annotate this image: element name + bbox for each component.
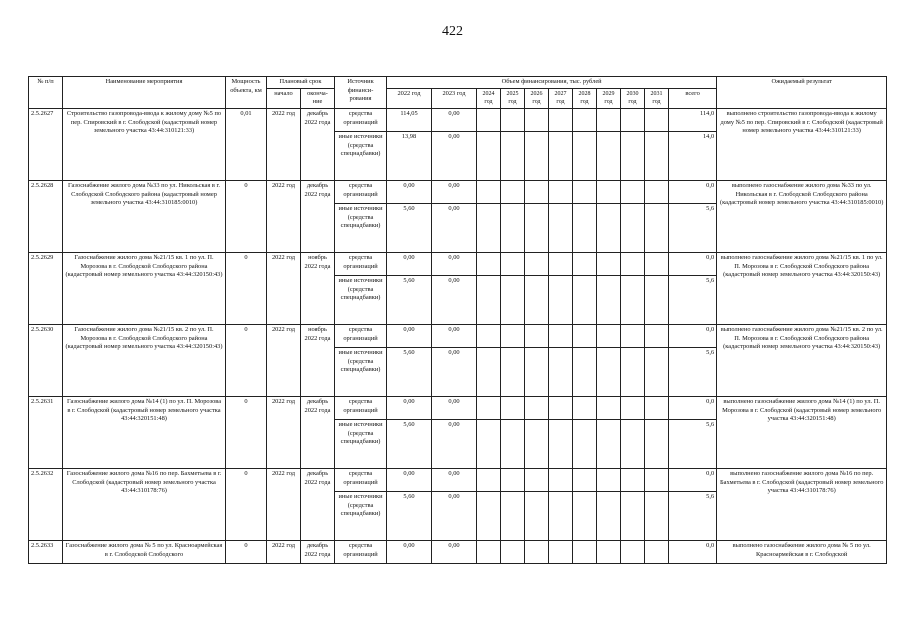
row-name: Газоснабжение жилого дома №21/15 кв. 2 по ул. П. Морозова в г. Слободской Слободского района (кадастровый номер земельного участка 43:44:320150:43)	[63, 324, 226, 396]
row-name: Строительство газопровода-ввода к жилому дому №5 по пер. Спировский в г. Слободской (кадастровый номер земельного участка 43:44:310121:33)	[63, 108, 226, 180]
row-source-orgs: средства организаций	[335, 180, 387, 203]
header-plan-term: Плановый срок	[267, 77, 335, 89]
cell-2023: 0,00	[432, 275, 477, 324]
row-result: выполнено газоснабжение жилого дома № 5 по ул. Красноармейская в г. Слободской	[717, 540, 887, 563]
cell-total: 0,0	[669, 468, 717, 491]
cell-total: 14,0	[669, 131, 717, 180]
cell-total: 0,0	[669, 180, 717, 203]
cell-2023: 0,00	[432, 347, 477, 396]
header-result: Ожидаемый результат	[717, 77, 887, 109]
table-row	[29, 396, 887, 419]
header-capacity: Мощность объекта, км	[226, 77, 267, 109]
row-source-other: иные источники (средства спецнадбавки)	[335, 491, 387, 540]
row-end: декабрь 2022 года	[301, 468, 335, 540]
header-year-2022: 2022 год	[387, 88, 432, 108]
row-source-other: иные источники (средства спецнадбавки)	[335, 347, 387, 396]
cell-2022: 5,60	[387, 419, 432, 468]
header-name: Наименование мероприятия	[63, 77, 226, 109]
table-row	[29, 108, 887, 131]
row-end: декабрь 2022 года	[301, 540, 335, 563]
header-year-2031: 2031 год	[645, 88, 669, 108]
header-year-2023: 2023 год	[432, 88, 477, 108]
cell-2023: 0,00	[432, 252, 477, 275]
cell-2022: 13,98	[387, 131, 432, 180]
row-num: 2.5.2629	[29, 252, 63, 324]
row-capacity: 0	[226, 468, 267, 540]
row-source-orgs: средства организаций	[335, 324, 387, 347]
row-end: ноябрь 2022 года	[301, 252, 335, 324]
cell-2023: 0,00	[432, 540, 477, 563]
row-capacity: 0	[226, 324, 267, 396]
cell-total: 0,0	[669, 396, 717, 419]
row-end: декабрь 2022 года	[301, 108, 335, 180]
row-start: 2022 год	[267, 324, 301, 396]
row-result: выполнено газоснабжение жилого дома №14 (1) по ул. П. Морозова в г. Слободской (кадастровый номер земельного участка 43:44:320151:48)	[717, 396, 887, 468]
cell-total: 0,0	[669, 540, 717, 563]
cell-2023: 0,00	[432, 131, 477, 180]
row-name: Газоснабжение жилого дома №16 по пер. Бахметьева в г. Слободской (кадастровый номер земельного участка 43:44:310178:76)	[63, 468, 226, 540]
header-start: начало	[267, 88, 301, 108]
row-result: выполнено газоснабжение жилого дома №21/15 кв. 2 по ул. П. Морозова в г. Слободской Слободского района (кадастровый номер земельного участка 43:44:320150:43)	[717, 324, 887, 396]
cell-2023: 0,00	[432, 180, 477, 203]
cell-2022: 0,00	[387, 396, 432, 419]
row-start: 2022 год	[267, 252, 301, 324]
row-source-orgs: средства организаций	[335, 468, 387, 491]
cell-total: 5,6	[669, 275, 717, 324]
row-name: Газоснабжение жилого дома №21/15 кв. 1 по ул. П. Морозова в г. Слободской Слободского района (кадастровый номер земельного участка 43:44:320150:43)	[63, 252, 226, 324]
header-year-2028: 2028 год	[573, 88, 597, 108]
cell-2023: 0,00	[432, 468, 477, 491]
row-end: декабрь 2022 года	[301, 396, 335, 468]
cell-2022: 5,60	[387, 275, 432, 324]
cell-2023: 0,00	[432, 491, 477, 540]
page-number: 422	[442, 24, 463, 39]
row-capacity: 0	[226, 396, 267, 468]
cell-2022: 0,00	[387, 180, 432, 203]
row-source-other: иные источники (средства спецнадбавки)	[335, 203, 387, 252]
cell-2023: 0,00	[432, 396, 477, 419]
row-result: выполнено строительство газопровода-ввода к жилому дому №5 по пер. Спировский в г. Слободской (кадастровый номер земельного участка 43:44:310121:33)	[717, 108, 887, 180]
header-year-2026: 2026 год	[525, 88, 549, 108]
row-num: 2.5.2632	[29, 468, 63, 540]
header-year-2029: 2029 год	[597, 88, 621, 108]
cell-total: 5,6	[669, 203, 717, 252]
row-start: 2022 год	[267, 180, 301, 252]
row-result: выполнено газоснабжение жилого дома №16 по пер. Бахметьева в г. Слободской (кадастровый номер земельного участка 43:44:310178:76)	[717, 468, 887, 540]
cell-2022: 0,00	[387, 324, 432, 347]
row-name: Газоснабжение жилого дома №33 по ул. Никольская в г. Слободской Слободского района (кадастровый номер земельного участка 43:44:310185:0010)	[63, 180, 226, 252]
cell-total: 5,6	[669, 347, 717, 396]
row-source-orgs: средства организаций	[335, 252, 387, 275]
cell-total: 114,0	[669, 108, 717, 131]
row-end: декабрь 2022 года	[301, 180, 335, 252]
cell-2022: 114,05	[387, 108, 432, 131]
table-row	[29, 180, 887, 203]
cell-2022: 0,00	[387, 540, 432, 563]
row-source-orgs: средства организаций	[335, 108, 387, 131]
table-row	[29, 252, 887, 275]
row-num: 2.5.2633	[29, 540, 63, 563]
table-row	[29, 468, 887, 491]
cell-2023: 0,00	[432, 203, 477, 252]
row-result: выполнено газоснабжение жилого дома №33 по ул. Никольская в г. Слободской Слободского района (кадастровый номер земельного участка 43:44:310185:0010)	[717, 180, 887, 252]
row-capacity: 0	[226, 540, 267, 563]
row-name: Газоснабжение жилого дома №14 (1) по ул. П. Морозова в г. Слободской (кадастровый номер земельного участка 43:44:320151:48)	[63, 396, 226, 468]
cell-2023: 0,00	[432, 108, 477, 131]
row-capacity: 0,01	[226, 108, 267, 180]
header-num: № п/п	[29, 77, 63, 109]
row-start: 2022 год	[267, 468, 301, 540]
header-end: оконча- ние	[301, 88, 335, 108]
cell-2022: 5,60	[387, 491, 432, 540]
cell-2023: 0,00	[432, 419, 477, 468]
header-year-2027: 2027 год	[549, 88, 573, 108]
cell-2022: 5,60	[387, 347, 432, 396]
row-source-orgs: средства организаций	[335, 396, 387, 419]
cell-total: 0,0	[669, 324, 717, 347]
header-funding: Объем финансирования, тыс. рублей	[387, 77, 717, 89]
header-total: всего	[669, 88, 717, 108]
header-year-2025: 2025 год	[501, 88, 525, 108]
row-num: 2.5.2631	[29, 396, 63, 468]
row-start: 2022 год	[267, 108, 301, 180]
row-num: 2.5.2630	[29, 324, 63, 396]
table-row	[29, 324, 887, 347]
row-end: ноябрь 2022 года	[301, 324, 335, 396]
row-num: 2.5.2628	[29, 180, 63, 252]
row-num: 2.5.2627	[29, 108, 63, 180]
row-result: выполнено газоснабжение жилого дома №21/15 кв. 1 по ул. П. Морозова в г. Слободской Слободского района (кадастровый номер земельного участка 43:44:320150:43)	[717, 252, 887, 324]
header-year-2030: 2030 год	[621, 88, 645, 108]
row-source-orgs: средства организаций	[335, 540, 387, 563]
row-source-other: иные источники (средства спецнадбавки)	[335, 419, 387, 468]
cell-total: 5,6	[669, 419, 717, 468]
row-source-other: иные источники (средства спецнадбавки)	[335, 275, 387, 324]
cell-2023: 0,00	[432, 324, 477, 347]
row-capacity: 0	[226, 252, 267, 324]
table-row	[29, 540, 887, 563]
cell-2022: 5,60	[387, 203, 432, 252]
row-name: Газоснабжение жилого дома № 5 по ул. Красноармейская в г. Слободской Слободского	[63, 540, 226, 563]
cell-total: 5,6	[669, 491, 717, 540]
row-source-other: иные источники (средства спецнадбавки)	[335, 131, 387, 180]
header-source: Источник финанси- рования	[335, 77, 387, 109]
funding-table	[28, 76, 887, 564]
row-start: 2022 год	[267, 540, 301, 563]
header-year-2024: 2024 год	[477, 88, 501, 108]
cell-2022: 0,00	[387, 252, 432, 275]
cell-2022: 0,00	[387, 468, 432, 491]
header-row-1	[29, 77, 887, 89]
row-start: 2022 год	[267, 396, 301, 468]
row-capacity: 0	[226, 180, 267, 252]
cell-total: 0,0	[669, 252, 717, 275]
